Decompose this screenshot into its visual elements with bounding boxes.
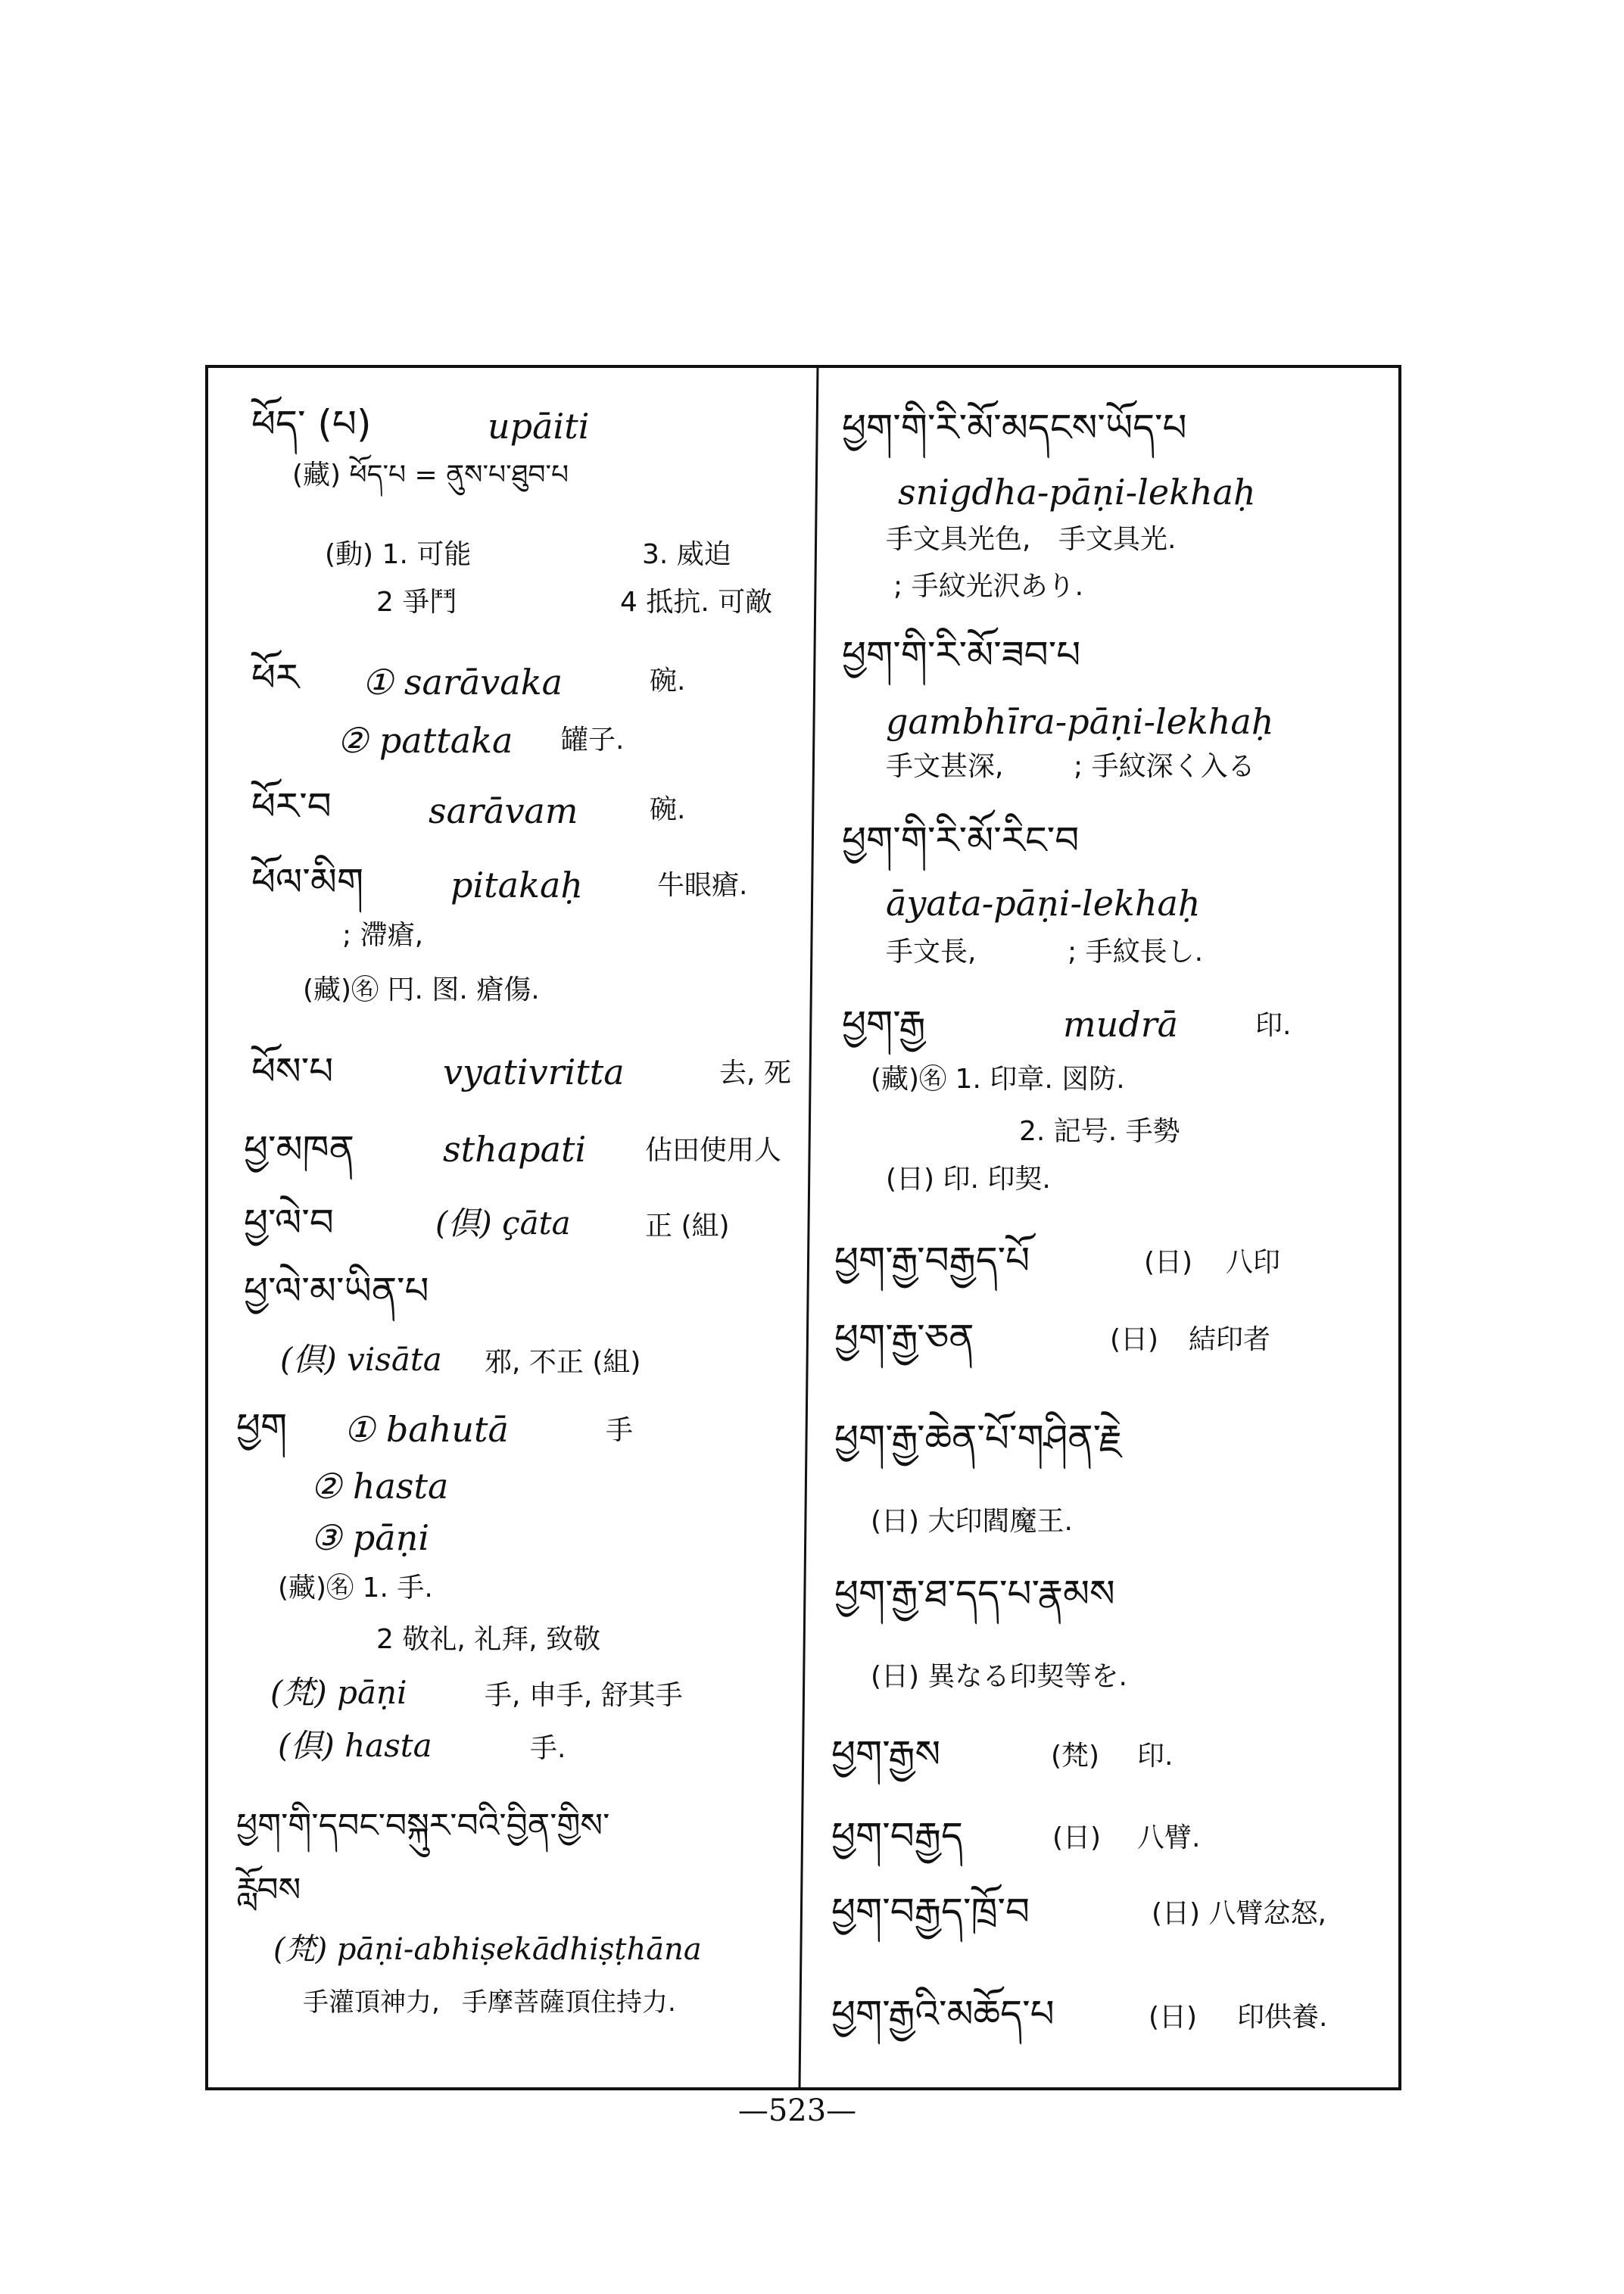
gloss: (日) 異なる印契等を.: [871, 1661, 1127, 1692]
tibetan-headword: ཕྱག་རྒྱའི་མཆོད་པ: [831, 1992, 1055, 2036]
gloss: 碗.: [650, 665, 686, 697]
gloss: 手, 申手, 舒其手: [485, 1680, 683, 1711]
gloss: 2. 記号. 手勢: [1019, 1116, 1180, 1147]
gloss: 八印: [1226, 1247, 1281, 1278]
tibetan-headword: ཕྱག་བརྒྱད་ཁྲོ་བ: [831, 1890, 1030, 1934]
page-number: —523—: [737, 2093, 857, 2128]
tibetan-headword: ཕྱག་རྒྱ་ཅན: [834, 1316, 974, 1360]
gloss: (日) 印. 印契.: [886, 1164, 1051, 1195]
gloss: ; 手紋深く入る: [1074, 751, 1255, 782]
gloss: (動) 1. 可能: [325, 539, 472, 570]
tibetan-headword: ཕྱ་ལེ་བ: [244, 1201, 334, 1245]
tibetan-headword: ཕོད་ (པ): [251, 402, 372, 446]
source-label: (日): [1110, 1324, 1159, 1355]
sanskrit-term: pitakaḥ: [450, 865, 583, 905]
gloss: (藏)㊔ 円. 图. 瘡傷.: [303, 974, 540, 1005]
gloss: ; 滯瘡,: [342, 920, 424, 951]
sanskrit-term: mudrā: [1063, 1004, 1179, 1045]
gloss: (藏)㊔ 1. 手.: [278, 1572, 433, 1604]
gloss: 手文長,: [886, 937, 977, 968]
tibetan-headword: ཕྱག་བརྒྱད: [831, 1814, 963, 1858]
sanskrit-term: ③ pāṇi: [310, 1517, 430, 1558]
gloss: 手: [606, 1415, 634, 1446]
gloss: 2 敬礼, 礼拜, 致敬: [376, 1624, 601, 1655]
gloss: 手文具光.: [1058, 524, 1177, 555]
gloss: 3. 威迫: [642, 539, 731, 570]
gloss: ; 手紋長し.: [1068, 937, 1204, 968]
tibetan-headword: ཕྱག་གི་རི་མོ་མདངས་ཡོད་པ: [842, 406, 1187, 450]
gloss: 手文甚深,: [886, 751, 1004, 782]
gloss: 正 (組): [645, 1211, 730, 1242]
sanskrit-term: āyata-pāṇi-lekhaḥ: [886, 883, 1201, 924]
tibetan-headword-continuation: རློབས: [236, 1871, 301, 1909]
sanskrit-term: upāiti: [488, 406, 590, 447]
gloss: (日) 大印閻魔王.: [871, 1506, 1073, 1537]
gloss: 罐子.: [561, 725, 625, 756]
sanskrit-term: ① bahutā: [344, 1409, 509, 1450]
tibetan-headword: ཕྱག་རྒྱ་ཆེན་པོ་གཤིན་རྗེ: [834, 1417, 1123, 1460]
sanskrit-term: ① sarāvaka: [362, 662, 563, 703]
sanskrit-term: ② hasta: [310, 1466, 449, 1507]
source-label: (日): [1052, 1822, 1102, 1853]
tibetan-headword: ཕོས་པ: [251, 1049, 334, 1093]
tibetan-definition: (藏) ཕོད་པ = ནུས་པ་ཐུབ་པ: [292, 460, 569, 491]
gloss: 手灌頂神力,: [303, 1987, 440, 2018]
gloss: (藏)㊔ 1. 印章. 図防.: [871, 1064, 1125, 1095]
source-label: (日): [1144, 1247, 1193, 1278]
tibetan-headword: ཕྱག་གི་དབང་བསྐུར་བའི་བྱིན་གྱིས་: [236, 1806, 610, 1845]
tibetan-headword: ཕོལ་མིག: [251, 860, 364, 904]
sanskrit-term: (梵) pāṇi: [270, 1674, 407, 1711]
sanskrit-term: sarāvam: [429, 790, 578, 831]
sanskrit-term: ② pattaka: [337, 720, 513, 761]
source-label: (梵): [1051, 1741, 1100, 1772]
sanskrit-term: (倶) visāta: [280, 1341, 442, 1378]
gloss: 結印者: [1189, 1324, 1271, 1355]
gloss: 手摩菩薩頂住持力.: [462, 1987, 676, 2018]
tibetan-headword: ཕྱ་མཁན: [244, 1127, 354, 1171]
gloss: 印.: [1255, 1010, 1292, 1041]
sanskrit-term: (倶) çāta: [435, 1205, 571, 1242]
sanskrit-term: gambhīra-pāṇi-lekhaḥ: [886, 701, 1274, 742]
gloss: 碗.: [650, 794, 686, 825]
gloss: 八臂.: [1137, 1822, 1201, 1853]
tibetan-headword: ཕྱག་རྒྱས: [831, 1732, 941, 1776]
gloss: 去, 死: [719, 1058, 791, 1089]
gloss: 手文具光色,: [886, 524, 1031, 555]
column-divider: [800, 366, 818, 2089]
sanskrit-term: (梵) pāṇi-abhiṣekādhiṣṭhāna: [273, 1932, 702, 1967]
gloss: 佔田使用人: [645, 1135, 782, 1166]
sanskrit-term: vyativritta: [443, 1052, 625, 1092]
gloss: 2 爭鬥: [376, 587, 457, 618]
gloss: 牛眼瘡.: [657, 870, 748, 901]
tibetan-headword: ཕྱ་ལེ་མ་ཡིན་པ: [244, 1269, 429, 1313]
gloss: 印.: [1137, 1741, 1174, 1772]
gloss: (日) 八臂忿怒,: [1152, 1898, 1326, 1929]
gloss: 手.: [530, 1733, 566, 1764]
sanskrit-term: snigdha-pāṇi-lekhaḥ: [898, 472, 1256, 513]
tibetan-headword: ཕོར: [251, 656, 300, 700]
tibetan-headword: ཕྱག་གི་རི་མོ་ཟབ་པ: [842, 633, 1081, 677]
gloss: 4 抵抗. 可敵: [620, 587, 773, 618]
tibetan-headword: ཕྱག་རྒྱ་བརྒྱད་པོ: [834, 1239, 1030, 1283]
tibetan-headword: ཕྱག: [236, 1405, 288, 1449]
sanskrit-term: sthapati: [443, 1129, 587, 1170]
tibetan-headword: ཕོར་བ: [251, 784, 332, 828]
source-label: (日): [1149, 2002, 1198, 2033]
gloss: ; 手紋光沢あり.: [893, 571, 1084, 602]
gloss: 印供養.: [1237, 2002, 1328, 2033]
gloss: 邪, 不正 (組): [485, 1347, 641, 1378]
sanskrit-term: (倶) hasta: [278, 1727, 432, 1764]
tibetan-headword: ཕྱག་རྒྱ: [842, 1002, 926, 1046]
tibetan-headword: ཕྱག་གི་རི་མོ་རིང་བ: [842, 818, 1080, 862]
tibetan-headword: ཕྱག་རྒྱ་ཐ་དད་པ་རྣམས: [834, 1572, 1115, 1616]
